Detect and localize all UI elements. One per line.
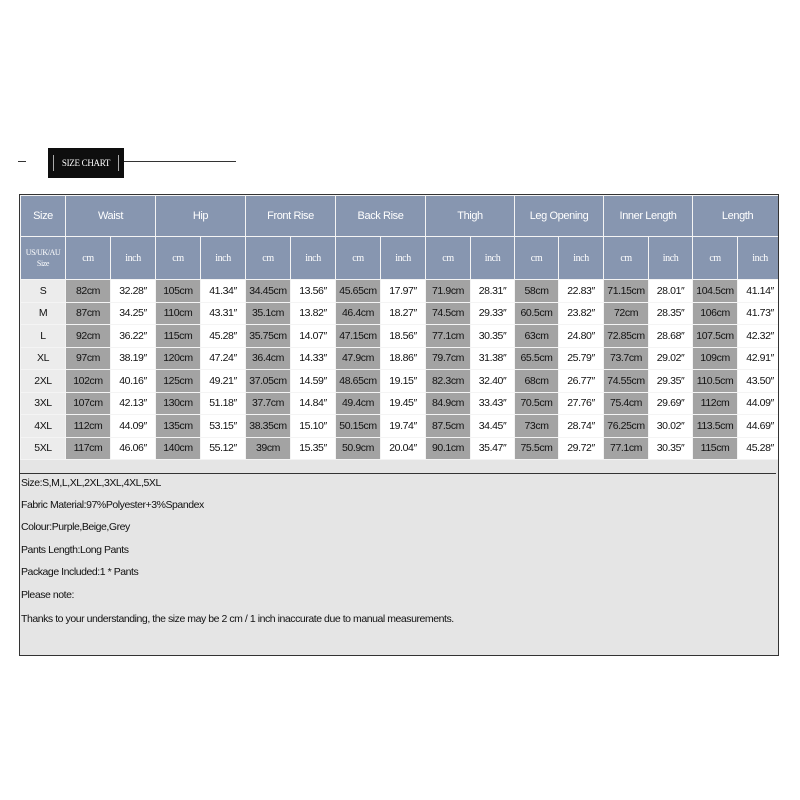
cm-value-cell: 48.65cm	[336, 370, 381, 393]
inch-value-cell: 44.09″	[738, 392, 779, 415]
cm-value-cell: 105cm	[156, 280, 201, 303]
inch-value-cell: 19.15″	[381, 370, 426, 393]
inch-value-cell: 32.28″	[111, 280, 156, 303]
inch-value-cell: 40.16″	[111, 370, 156, 393]
unit-inch-label: inch	[738, 237, 779, 280]
unit-cm-label: cm	[336, 237, 381, 280]
inch-value-cell: 29.35″	[649, 370, 693, 393]
cm-value-cell: 104.5cm	[693, 280, 738, 303]
cm-value-cell: 106cm	[693, 302, 738, 325]
inch-value-cell: 55.12″	[201, 437, 246, 460]
table-row	[21, 325, 780, 348]
size-cell: S	[21, 280, 66, 303]
cm-value-cell: 35.75cm	[246, 325, 291, 348]
table-row	[21, 415, 780, 438]
inch-value-cell: 45.28″	[201, 325, 246, 348]
cm-value-cell: 112cm	[66, 415, 111, 438]
cm-value-cell: 110cm	[156, 302, 201, 325]
cm-value-cell: 112cm	[693, 392, 738, 415]
cm-value-cell: 73cm	[515, 415, 559, 438]
inch-value-cell: 47.24″	[201, 347, 246, 370]
unit-cm-label: cm	[66, 237, 111, 280]
inch-value-cell: 29.72″	[559, 437, 604, 460]
inch-value-cell: 18.86″	[381, 347, 426, 370]
cm-value-cell: 120cm	[156, 347, 201, 370]
cm-value-cell: 109cm	[693, 347, 738, 370]
size-system-label: US/UK/AU Size	[21, 237, 66, 280]
unit-inch-label: inch	[649, 237, 693, 280]
cm-value-cell: 74.5cm	[426, 302, 471, 325]
col-header-back-rise: Back Rise	[336, 196, 426, 237]
inch-value-cell: 14.33″	[291, 347, 336, 370]
size-cell: L	[21, 325, 66, 348]
inch-value-cell: 51.18″	[201, 392, 246, 415]
inch-value-cell: 14.84″	[291, 392, 336, 415]
inch-value-cell: 15.10″	[291, 415, 336, 438]
inch-value-cell: 18.27″	[381, 302, 426, 325]
inch-value-cell: 44.09″	[111, 415, 156, 438]
inch-value-cell: 35.47″	[471, 437, 515, 460]
note-line: Size:S,M,L,XL,2XL,3XL,4XL,5XL	[21, 477, 161, 489]
inch-value-cell: 30.02″	[649, 415, 693, 438]
cm-value-cell: 47.9cm	[336, 347, 381, 370]
table-row	[21, 437, 780, 460]
cm-value-cell: 39cm	[246, 437, 291, 460]
col-header-length: Length	[693, 196, 779, 237]
unit-cm-label: cm	[693, 237, 738, 280]
cm-value-cell: 90.1cm	[426, 437, 471, 460]
unit-inch-label: inch	[291, 237, 336, 280]
unit-inch-label: inch	[381, 237, 426, 280]
note-line: Fabric Material:97%Polyester+3%Spandex	[21, 499, 204, 511]
cm-value-cell: 107.5cm	[693, 325, 738, 348]
inch-value-cell: 28.74″	[559, 415, 604, 438]
cm-value-cell: 110.5cm	[693, 370, 738, 393]
note-line: Please note:	[21, 589, 74, 601]
unit-inch-label: inch	[471, 237, 515, 280]
inch-value-cell: 29.69″	[649, 392, 693, 415]
col-header-front-rise: Front Rise	[246, 196, 336, 237]
cm-value-cell: 82.3cm	[426, 370, 471, 393]
unit-cm-label: cm	[515, 237, 559, 280]
cm-value-cell: 97cm	[66, 347, 111, 370]
size-cell: 4XL	[21, 415, 66, 438]
inch-value-cell: 14.59″	[291, 370, 336, 393]
cm-value-cell: 37.05cm	[246, 370, 291, 393]
cm-value-cell: 77.1cm	[426, 325, 471, 348]
cm-value-cell: 63cm	[515, 325, 559, 348]
cm-value-cell: 65.5cm	[515, 347, 559, 370]
cm-value-cell: 74.55cm	[604, 370, 649, 393]
inch-value-cell: 25.79″	[559, 347, 604, 370]
cm-value-cell: 82cm	[66, 280, 111, 303]
unit-cm-label: cm	[604, 237, 649, 280]
cm-value-cell: 73.7cm	[604, 347, 649, 370]
inch-value-cell: 42.91″	[738, 347, 779, 370]
unit-cm-label: cm	[426, 237, 471, 280]
unit-inch-label: inch	[111, 237, 156, 280]
inch-value-cell: 19.74″	[381, 415, 426, 438]
unit-cm-label: cm	[246, 237, 291, 280]
cm-value-cell: 45.65cm	[336, 280, 381, 303]
inch-value-cell: 28.31″	[471, 280, 515, 303]
inch-value-cell: 20.04″	[381, 437, 426, 460]
inch-value-cell: 42.13″	[111, 392, 156, 415]
cm-value-cell: 50.15cm	[336, 415, 381, 438]
cm-value-cell: 71.15cm	[604, 280, 649, 303]
cm-value-cell: 84.9cm	[426, 392, 471, 415]
cm-value-cell: 49.4cm	[336, 392, 381, 415]
header-rule	[110, 161, 236, 162]
inch-value-cell: 45.28″	[738, 437, 779, 460]
cm-value-cell: 58cm	[515, 280, 559, 303]
inch-value-cell: 19.45″	[381, 392, 426, 415]
header-dash	[18, 161, 26, 162]
inch-value-cell: 33.43″	[471, 392, 515, 415]
cm-value-cell: 47.15cm	[336, 325, 381, 348]
note-line: Thanks to your understanding, the size may be 2 cm / 1 inch inaccurate due to manual measurements.	[21, 613, 454, 625]
size-cell: 2XL	[21, 370, 66, 393]
unit-cm-label: cm	[156, 237, 201, 280]
inch-value-cell: 38.19″	[111, 347, 156, 370]
inch-value-cell: 53.15″	[201, 415, 246, 438]
inch-value-cell: 44.69″	[738, 415, 779, 438]
inch-value-cell: 34.45″	[471, 415, 515, 438]
inch-value-cell: 41.14″	[738, 280, 779, 303]
size-table	[20, 195, 779, 460]
inch-value-cell: 26.77″	[559, 370, 604, 393]
table-row	[21, 392, 780, 415]
cm-value-cell: 72.85cm	[604, 325, 649, 348]
cm-value-cell: 102cm	[66, 370, 111, 393]
note-line: Pants Length:Long Pants	[21, 544, 129, 556]
size-cell: M	[21, 302, 66, 325]
cm-value-cell: 34.45cm	[246, 280, 291, 303]
inch-value-cell: 42.32″	[738, 325, 779, 348]
cm-value-cell: 92cm	[66, 325, 111, 348]
cm-value-cell: 113.5cm	[693, 415, 738, 438]
cm-value-cell: 68cm	[515, 370, 559, 393]
unit-inch-label: inch	[559, 237, 604, 280]
inch-value-cell: 41.34″	[201, 280, 246, 303]
col-header-inner-length: Inner Length	[604, 196, 693, 237]
cm-value-cell: 46.4cm	[336, 302, 381, 325]
table-row	[21, 347, 780, 370]
unit-header-row	[21, 237, 780, 280]
cm-value-cell: 115cm	[693, 437, 738, 460]
size-table-body	[21, 280, 780, 460]
cm-value-cell: 79.7cm	[426, 347, 471, 370]
cm-value-cell: 76.25cm	[604, 415, 649, 438]
column-header-row	[21, 196, 780, 237]
product-notes	[20, 473, 776, 656]
col-header-waist: Waist	[66, 196, 156, 237]
cm-value-cell: 70.5cm	[515, 392, 559, 415]
inch-value-cell: 46.06″	[111, 437, 156, 460]
col-header-size: Size	[21, 196, 66, 237]
inch-value-cell: 36.22″	[111, 325, 156, 348]
size-chart-title: SIZE CHART	[48, 148, 124, 178]
cm-value-cell: 72cm	[604, 302, 649, 325]
inch-value-cell: 23.82″	[559, 302, 604, 325]
cm-value-cell: 37.7cm	[246, 392, 291, 415]
col-header-thigh: Thigh	[426, 196, 515, 237]
inch-value-cell: 22.83″	[559, 280, 604, 303]
inch-value-cell: 29.33″	[471, 302, 515, 325]
cm-value-cell: 117cm	[66, 437, 111, 460]
table-row	[21, 370, 780, 393]
size-cell: 5XL	[21, 437, 66, 460]
inch-value-cell: 14.07″	[291, 325, 336, 348]
inch-value-cell: 32.40″	[471, 370, 515, 393]
inch-value-cell: 28.01″	[649, 280, 693, 303]
inch-value-cell: 13.82″	[291, 302, 336, 325]
size-cell: XL	[21, 347, 66, 370]
cm-value-cell: 107cm	[66, 392, 111, 415]
inch-value-cell: 29.02″	[649, 347, 693, 370]
size-chart-header	[18, 146, 248, 180]
cm-value-cell: 125cm	[156, 370, 201, 393]
inch-value-cell: 28.35″	[649, 302, 693, 325]
cm-value-cell: 50.9cm	[336, 437, 381, 460]
col-header-leg-opening: Leg Opening	[515, 196, 604, 237]
cm-value-cell: 77.1cm	[604, 437, 649, 460]
cm-value-cell: 75.4cm	[604, 392, 649, 415]
inch-value-cell: 43.50″	[738, 370, 779, 393]
cm-value-cell: 38.35cm	[246, 415, 291, 438]
inch-value-cell: 30.35″	[649, 437, 693, 460]
cm-value-cell: 87.5cm	[426, 415, 471, 438]
inch-value-cell: 15.35″	[291, 437, 336, 460]
inch-value-cell: 28.68″	[649, 325, 693, 348]
table-row	[21, 302, 780, 325]
inch-value-cell: 27.76″	[559, 392, 604, 415]
inch-value-cell: 30.35″	[471, 325, 515, 348]
cm-value-cell: 35.1cm	[246, 302, 291, 325]
note-line: Colour:Purple,Beige,Grey	[21, 521, 130, 533]
inch-value-cell: 43.31″	[201, 302, 246, 325]
cm-value-cell: 36.4cm	[246, 347, 291, 370]
col-header-hip: Hip	[156, 196, 246, 237]
inch-value-cell: 24.80″	[559, 325, 604, 348]
unit-inch-label: inch	[201, 237, 246, 280]
size-cell: 3XL	[21, 392, 66, 415]
inch-value-cell: 13.56″	[291, 280, 336, 303]
cm-value-cell: 140cm	[156, 437, 201, 460]
table-row	[21, 280, 780, 303]
note-line: Package Included:1 * Pants	[21, 566, 139, 578]
inch-value-cell: 17.97″	[381, 280, 426, 303]
inch-value-cell: 18.56″	[381, 325, 426, 348]
inch-value-cell: 49.21″	[201, 370, 246, 393]
inch-value-cell: 31.38″	[471, 347, 515, 370]
cm-value-cell: 87cm	[66, 302, 111, 325]
inch-value-cell: 41.73″	[738, 302, 779, 325]
size-chart	[19, 194, 779, 656]
cm-value-cell: 135cm	[156, 415, 201, 438]
cm-value-cell: 115cm	[156, 325, 201, 348]
inch-value-cell: 34.25″	[111, 302, 156, 325]
cm-value-cell: 60.5cm	[515, 302, 559, 325]
cm-value-cell: 130cm	[156, 392, 201, 415]
cm-value-cell: 75.5cm	[515, 437, 559, 460]
cm-value-cell: 71.9cm	[426, 280, 471, 303]
